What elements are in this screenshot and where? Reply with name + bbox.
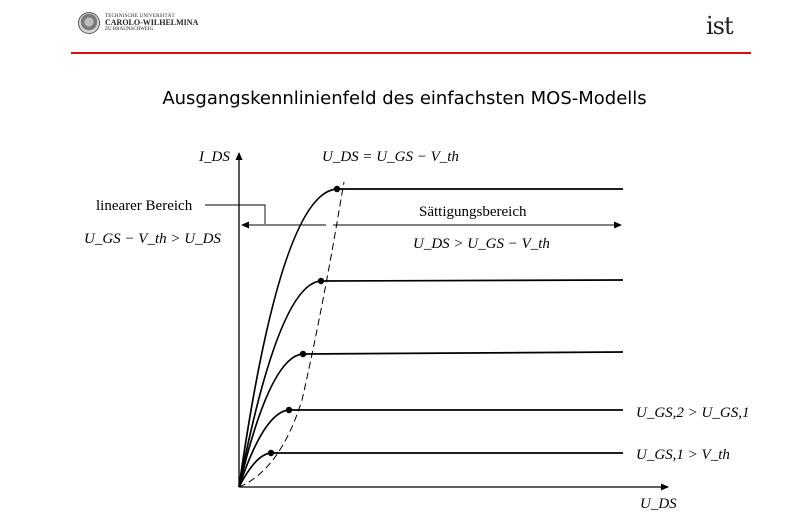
university-line-2: CAROLO-WILHELMINA — [105, 17, 199, 27]
pinch-off-point-3 — [300, 351, 306, 357]
saturation-region-label: Sättigungsbereich — [419, 204, 527, 220]
curve-label-ugs1: U_GS,1 > V_th — [636, 447, 730, 463]
linear-region-label: linearer Bereich — [96, 198, 193, 214]
characteristic-curve-1 — [239, 453, 623, 487]
saturation-boundary-curve — [239, 182, 344, 487]
university-line-1: TECHNISCHE UNIVERSITÄT — [105, 13, 175, 19]
characteristic-curve-3 — [239, 352, 623, 487]
x-axis-label: U_DS — [640, 496, 677, 512]
institute-logo: ist — [706, 12, 733, 40]
curve-label-ugs2: U_GS,2 > U_GS,1 — [636, 405, 750, 421]
boundary-label: U_DS = U_GS − V_th — [322, 149, 459, 165]
characteristic-curve-4 — [239, 280, 623, 487]
pinch-off-point-2 — [286, 407, 292, 413]
pinch-off-point-5 — [334, 186, 340, 192]
linear-condition-label: U_GS − V_th > U_DS — [84, 231, 221, 247]
y-axis-label: I_DS — [199, 149, 230, 165]
characteristic-curve-2 — [239, 410, 623, 487]
linear-region-leader — [205, 205, 265, 224]
slide-title: Ausgangskennlinienfeld des einfachsten MOS-Modells — [162, 88, 647, 109]
characteristic-curve-5 — [239, 189, 623, 487]
pinch-off-point-1 — [268, 450, 274, 456]
university-line-3: ZU BRAUNSCHWEIG — [105, 27, 154, 33]
pinch-off-point-4 — [318, 278, 324, 284]
saturation-condition-label: U_DS > U_GS − V_th — [413, 236, 550, 252]
